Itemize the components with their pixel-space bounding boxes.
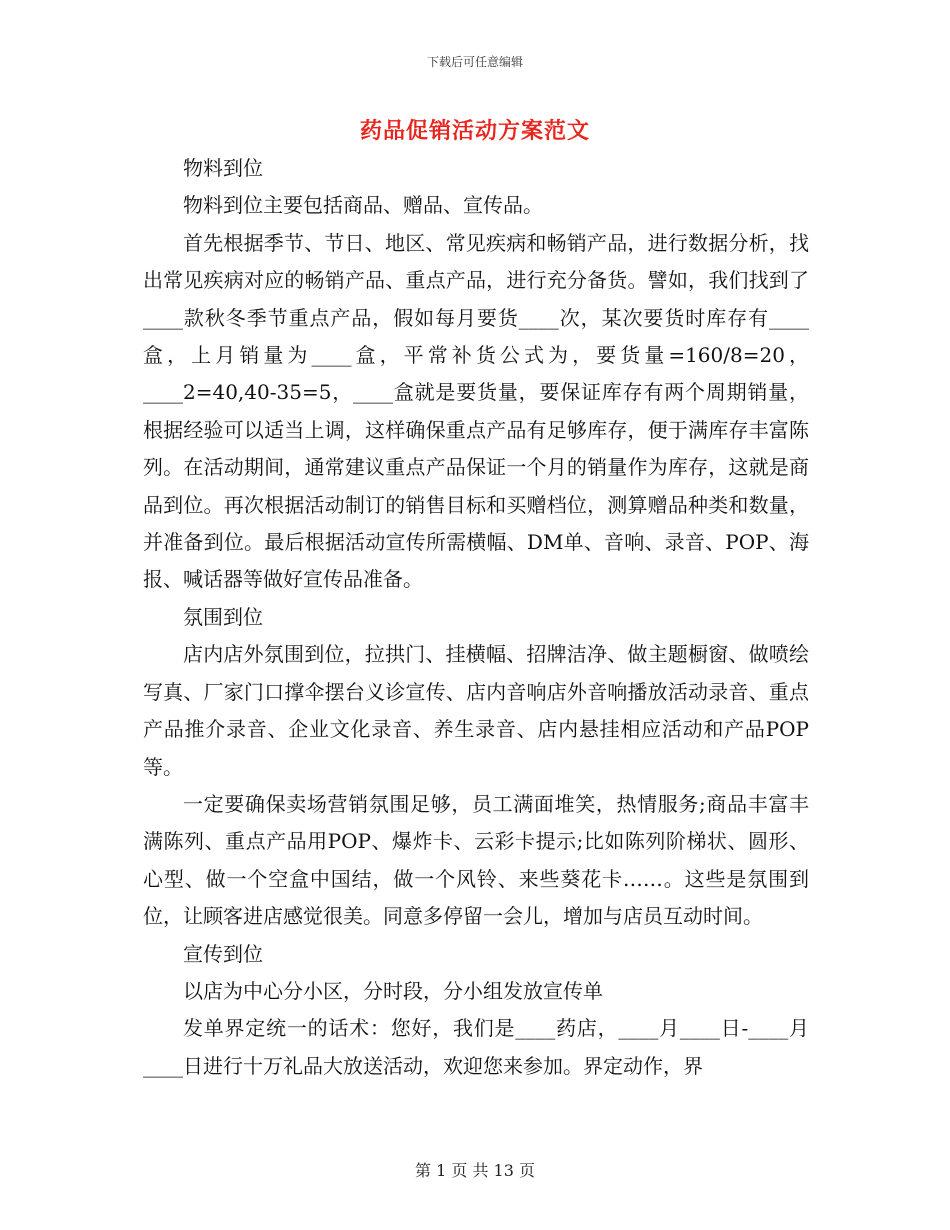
- section-heading-atmosphere: 氛围到位: [183, 604, 263, 629]
- document-title: 药品促销活动方案范文: [359, 118, 590, 144]
- paragraph-materials-summary: 物料到位主要包括商品、赠品、宣传品。: [183, 193, 543, 218]
- section-heading-materials: 物料到位: [183, 156, 263, 180]
- page-header-note: 下载后可任意编辑: [426, 55, 523, 69]
- paragraph-promotion-flyers: 以店为中心分小区，分时段，分小组发放宣传单: [183, 978, 603, 1003]
- paragraph-atmosphere-store: 店内店外氛围到位，拉拱门、挂横幅、招牌洁净、做主题橱窗、做喷绘写真、厂家门口撑伞摆台义诊宣传、店内音响店外音响播放活动录音、重点产品推介录音、企业文化录音、养生录音、店内悬挂相应活动和产品POP等。: [143, 642, 809, 779]
- section-heading-promotion: 宣传到位: [183, 941, 263, 966]
- page-number: 第 1 页 共 13 页: [415, 1161, 535, 1180]
- paragraph-materials-detail: 首先根据季节、节日、地区、常见疾病和畅销产品，进行数据分析，找出常见疾病对应的畅销产品、重点产品，进行充分备货。譬如，我们找到了____款秋冬季节重点产品，假如每月要货____次，某次要货时库存有____盒，上月销量为____盒，平常补货公式为，要货量=160/8=20，____2=40,40-35=5，____盒就是要货量，要保证库存有两个周期销量，根据经验可以适当上调，这样确保重点产品有足够库存，便于满库存丰富陈列。在活动期间，通常建议重点产品保证一个月的销量作为库存，这就是商品到位。再次根据活动制订的销售目标和买赠档位，测算赠品种类和数量，并准备到位。最后根据活动宣传所需横幅、DM单、音响、录音、POP、海报、喊话器等做好宣传品准备。: [143, 230, 809, 592]
- paragraph-atmosphere-detail: 一定要确保卖场营销氛围足够，员工满面堆笑，热情服务;商品丰富丰满陈列、重点产品用POP、爆炸卡、云彩卡提示;比如陈列阶梯状、圆形、心型、做一个空盒中国结，做一个风铃、来些葵花卡……。这些是氛围到位，让顾客进店感觉很美。同意多停留一会儿，增加与店员互动时间。: [143, 791, 809, 929]
- document-body: [143, 150, 809, 1085]
- paragraph-promotion-script: 发单界定统一的话术：您好，我们是____药店，____月____日-____月____日进行十万礼品大放送活动，欢迎您来参加。界定动作，界: [143, 1016, 809, 1078]
